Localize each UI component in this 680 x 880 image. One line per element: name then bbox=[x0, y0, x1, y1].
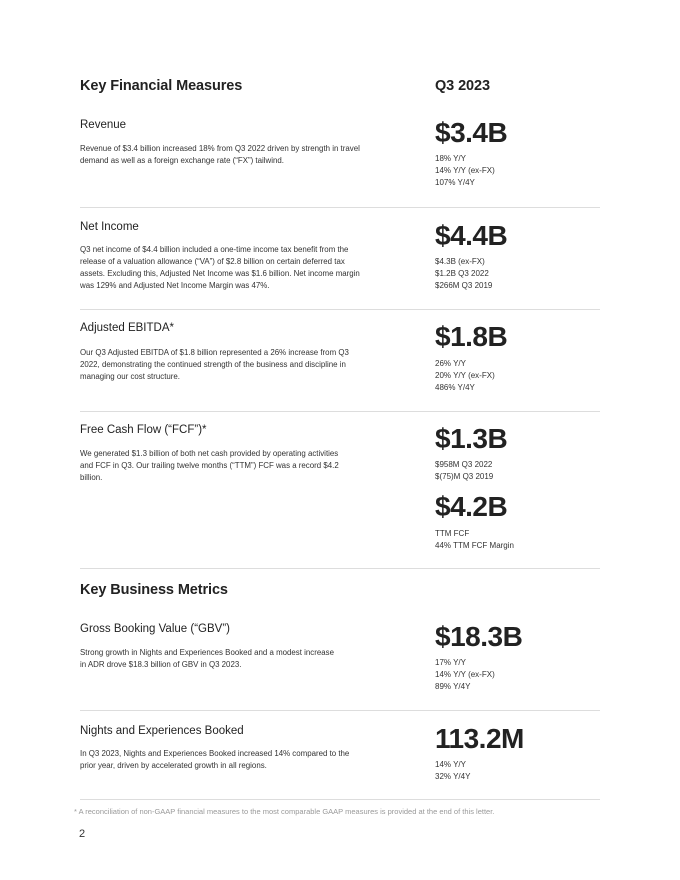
nights-stat: 32% Y/4Y bbox=[435, 772, 471, 781]
nights-value: 113.2M bbox=[435, 723, 524, 754]
net-income-description: Q3 net income of $4.4 billion included a one-time income tax benefit from the release of a valuation allowance (“VA”) of $2.8 billion on certain deferred tax assets. Excluding this, Adjusted Net Income was $1.6 billion. Net income margin was 129% and Adjusted Net Income Margin was 47%. bbox=[80, 245, 360, 290]
gbv-stat: 89% Y/4Y bbox=[435, 682, 471, 691]
net-income-stat: $4.3B (ex-FX) bbox=[435, 257, 485, 266]
ttm-fcf-stat: 44% TTM FCF Margin bbox=[435, 541, 514, 550]
revenue-stat: 18% Y/Y bbox=[435, 154, 466, 163]
footnote: * A reconciliation of non-GAAP financial measures to the most comparable GAAP measures is provided at the end of this letter. bbox=[74, 807, 495, 816]
ebitda-stat: 20% Y/Y (ex-FX) bbox=[435, 371, 495, 380]
divider bbox=[80, 799, 600, 800]
nights-description: In Q3 2023, Nights and Experiences Booked increased 14% compared to the prior year, driven by accelerated growth in all regions. bbox=[80, 749, 350, 770]
fcf-title: Free Cash Flow (“FCF”)* bbox=[80, 424, 207, 436]
net-income-stat: $266M Q3 2019 bbox=[435, 281, 493, 290]
fcf-stat: $958M Q3 2022 bbox=[435, 460, 493, 469]
gbv-title: Gross Booking Value (“GBV”) bbox=[80, 623, 230, 635]
net-income-stats bbox=[435, 256, 492, 292]
ebitda-stat: 486% Y/4Y bbox=[435, 383, 475, 392]
fcf-stats bbox=[435, 459, 493, 483]
net-income-title: Net Income bbox=[80, 221, 139, 233]
gbv-stat: 14% Y/Y (ex-FX) bbox=[435, 670, 495, 679]
period-label: Q3 2023 bbox=[435, 78, 490, 94]
divider bbox=[80, 568, 600, 569]
page-number: 2 bbox=[79, 828, 86, 840]
ebitda-description: Our Q3 Adjusted EBITDA of $1.8 billion represented a 26% increase from Q3 2022, demonstrating the continued strength of the business and discipline in managing our cost structure. bbox=[80, 348, 349, 381]
key-business-title: Key Business Metrics bbox=[80, 582, 228, 598]
nights-stats bbox=[435, 759, 470, 783]
gbv-stat: 17% Y/Y bbox=[435, 658, 466, 667]
net-income-stat: $1.2B Q3 2022 bbox=[435, 269, 489, 278]
revenue-stats bbox=[435, 153, 495, 189]
nights-title: Nights and Experiences Booked bbox=[80, 725, 244, 737]
ttm-fcf-stats bbox=[435, 528, 514, 552]
revenue-description: Revenue of $3.4 billion increased 18% from Q3 2022 driven by strength in travel demand as well as a foreign exchange rate (“FX”) tailwind. bbox=[80, 144, 360, 165]
gbv-stats bbox=[435, 657, 495, 693]
revenue-stat: 107% Y/4Y bbox=[435, 178, 475, 187]
fcf-value: $1.3B bbox=[435, 423, 508, 454]
divider bbox=[80, 207, 600, 208]
fcf-description: We generated $1.3 billion of both net cash provided by operating activities and FCF in Q3. Our trailing twelve months (“TTM”) FCF was a record $4.2 billion. bbox=[80, 449, 339, 482]
ebitda-stat: 26% Y/Y bbox=[435, 359, 466, 368]
revenue-title: Revenue bbox=[80, 119, 127, 131]
revenue-stat: 14% Y/Y (ex-FX) bbox=[435, 166, 495, 175]
divider bbox=[80, 710, 600, 711]
net-income-value: $4.4B bbox=[435, 220, 508, 251]
revenue-value: $3.4B bbox=[435, 117, 508, 148]
ttm-fcf-stat: TTM FCF bbox=[435, 529, 470, 538]
ebitda-stats bbox=[435, 358, 495, 394]
divider bbox=[80, 309, 600, 310]
nights-stat: 14% Y/Y bbox=[435, 760, 466, 769]
key-financial-title: Key Financial Measures bbox=[80, 78, 243, 94]
fcf-stat: $(75)M Q3 2019 bbox=[435, 472, 494, 481]
divider bbox=[80, 411, 600, 412]
ttm-fcf-value: $4.2B bbox=[435, 491, 508, 522]
gbv-description: Strong growth in Nights and Experiences Booked and a modest increase in ADR drove $18.3 billion of GBV in Q3 2023. bbox=[80, 648, 334, 669]
gbv-value: $18.3B bbox=[435, 621, 523, 652]
ebitda-title: Adjusted EBITDA* bbox=[80, 322, 174, 334]
ebitda-value: $1.8B bbox=[435, 321, 508, 352]
